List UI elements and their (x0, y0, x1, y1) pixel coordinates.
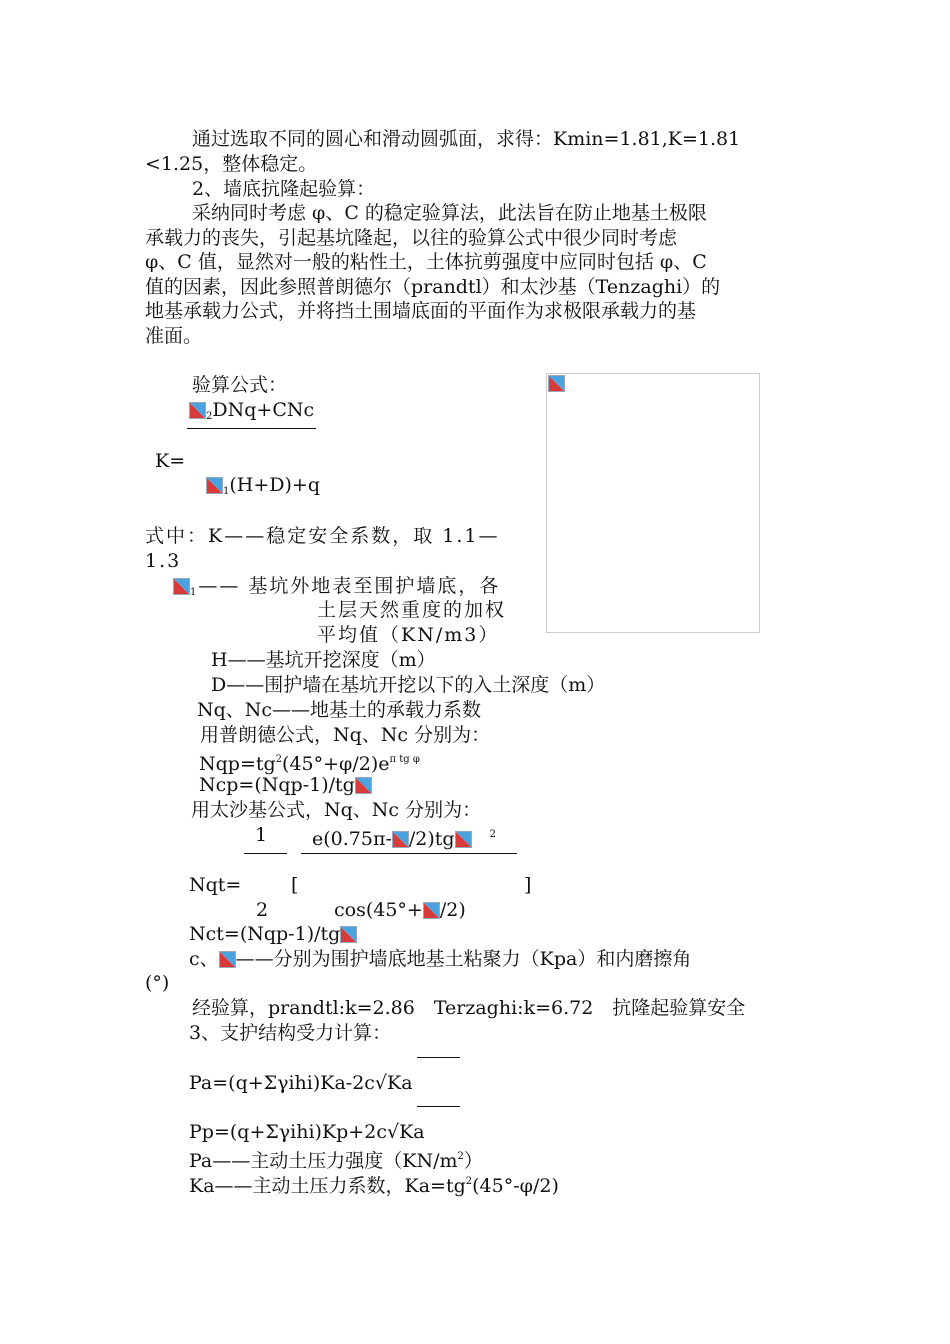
paragraph-line: 承载力的丧失，引起基坑隆起，以往的验算公式中很少同时考虑 (145, 227, 678, 249)
phi-symbol-image-icon (455, 831, 472, 848)
phi-symbol-image-icon (423, 902, 440, 919)
definition-line: 土层天然重度的加权 (317, 599, 507, 621)
nct-formula: Nct=(Nqp-1)/tg (189, 922, 357, 946)
c-phi-definition-cont: (°) (145, 972, 170, 994)
paragraph-line: 采纳同时考虑 φ、C 的稳定验算法，此法旨在防止地基土极限 (192, 202, 707, 224)
nqt-label: Nqt= (189, 874, 242, 896)
gamma-symbol-image-icon (189, 402, 206, 419)
gamma-symbol-image-icon (173, 578, 190, 595)
definition-line: $_1$—— 基坑外地表至围护墙底，各 (173, 574, 500, 605)
gamma-symbol-image-icon (206, 477, 223, 494)
bracket-right: ] (524, 874, 532, 896)
nqt-denominator: cos(45°+ /2) (334, 899, 466, 921)
definition-line: 式中：K——稳定安全系数，取 1.1— (145, 525, 500, 547)
sqrt-overline (417, 1057, 460, 1058)
ka-definition: Ka——主动土压力系数，$Ka=tg^2(45^\circ-\varphi/2)$ (189, 1175, 559, 1197)
paragraph-line: 准面。 (145, 325, 203, 347)
definition-line: D——围护墙在基坑开挖以下的入土深度（m） (211, 674, 606, 696)
pa-definition: Pa——主动土压力强度$(KN/m^2)$ (189, 1150, 483, 1172)
image-frame (546, 373, 760, 633)
fraction-bar (187, 428, 316, 429)
section-heading: 2、墙底抗隆起验算： (192, 178, 376, 200)
paragraph-line: φ、C 值，显然对一般的粘性土，土体抗剪强度中应同时包括 φ、C (145, 251, 707, 273)
definition-line: 平均值（KN/m3） (317, 624, 500, 646)
formula-numerator: $_2$DNq+CNc (189, 398, 314, 429)
formula-title: 验算公式： (192, 374, 288, 396)
phi-symbol-image-icon (340, 926, 357, 943)
pa-formula: Pa=(q+Σγihi)Ka-2c√Ka (189, 1072, 413, 1094)
definition-line: Nq、Nc——地基土的承载力系数 (197, 699, 482, 721)
c-phi-definition: c、 ——分别为围护墙底地基土粘聚力（Kpa）和内磨擦角 (189, 948, 692, 970)
fraction-numerator-one: 1 (255, 824, 268, 846)
prandtl-intro: 用普朗德公式，Nq、Nc 分别为： (200, 724, 491, 746)
nqt-numerator: e(0.75π- /2)tg $^2$ (312, 828, 496, 850)
paragraph-line: 地基承载力公式，并将挡土围墙底面的平面作为求极限承载力的基 (145, 300, 697, 322)
result-line: 经验算，prandtl:k=2.86 Terzaghi:k=6.72 抗隆起验算安全 (192, 997, 746, 1019)
k-label: K= (155, 450, 186, 472)
ncp-formula: Ncp=(Nqp-1)/tg (199, 773, 372, 797)
fraction-denominator-two: 2 (256, 899, 269, 921)
paragraph-line: 通过选取不同的圆心和滑动圆弧面，求得：Kmin=1.81,K=1.81 (192, 128, 741, 150)
phi-symbol-image-icon (219, 951, 236, 968)
terzaghi-intro: 用太沙基公式，Nq、Nc 分别为： (191, 799, 482, 821)
pp-formula: Pp=(q+Σγihi)Kp+2c√Ka (189, 1121, 425, 1143)
sqrt-overline (417, 1106, 460, 1107)
fraction-bar (244, 853, 287, 854)
paragraph-line: 值的因素，因此参照普朗德尔（prandtl）和太沙基（Tenzaghi）的 (145, 276, 721, 298)
definition-line: 1.3 (145, 550, 182, 572)
phi-symbol-image-icon (355, 777, 372, 794)
phi-symbol-image-icon (392, 831, 409, 848)
broken-image-icon (548, 375, 565, 392)
formula-denominator: $_1$(H+D)+q (206, 473, 320, 504)
section-heading: 3、支护结构受力计算： (189, 1022, 392, 1044)
definition-line: H——基坑开挖深度（m） (211, 649, 436, 671)
paragraph-line: <1.25，整体稳定。 (145, 153, 318, 175)
nqp-formula: $Nqp=tg^2(45^\circ+\varphi/2)e^{\pi tg \varphi}$ (199, 753, 420, 775)
bracket-left: [ (291, 874, 299, 896)
fraction-bar (301, 853, 517, 854)
